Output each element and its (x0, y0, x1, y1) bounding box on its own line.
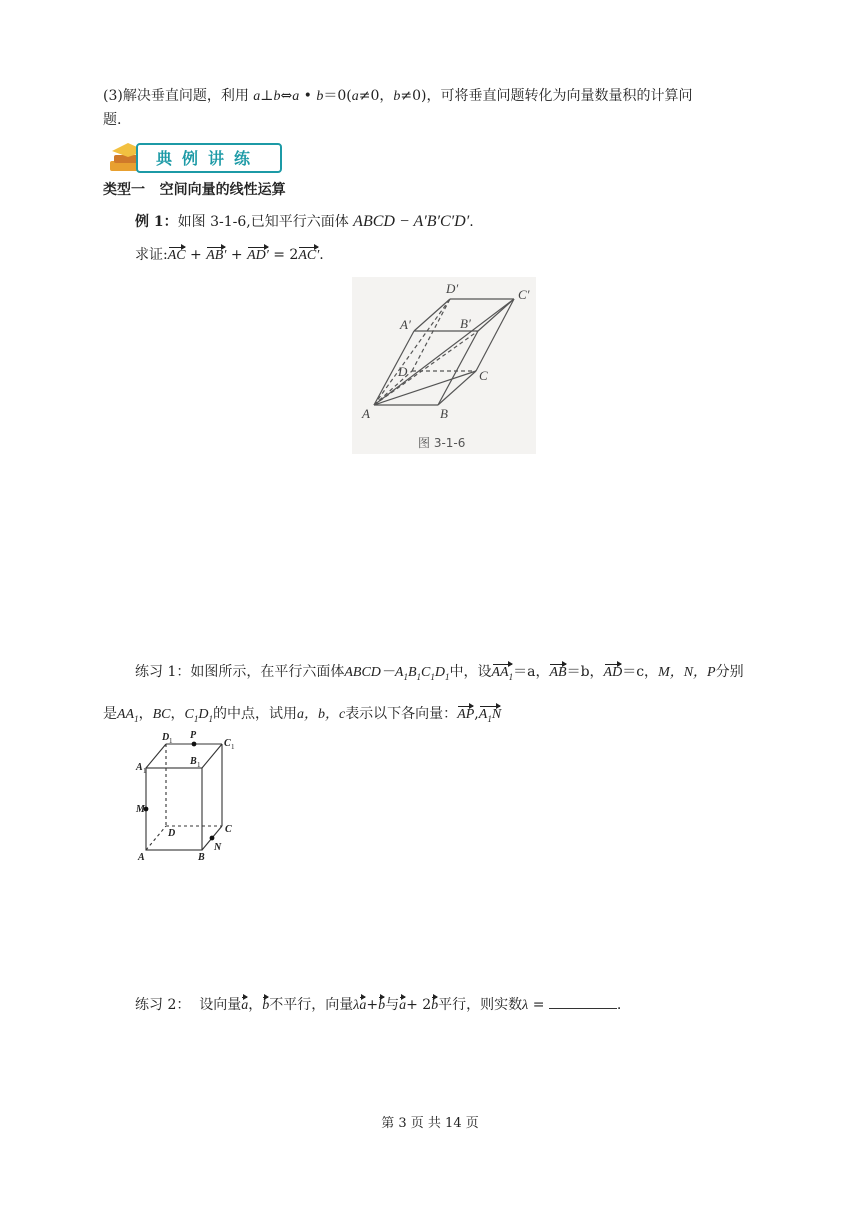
text: 的中点，试用 (212, 706, 297, 722)
text: ≠0， (358, 88, 394, 104)
label-M: M (136, 804, 145, 815)
vector-A1N (479, 705, 501, 729)
vector-text: AA (491, 665, 509, 680)
text: 平行，则实数 (438, 997, 523, 1013)
perp-symbol: ⊥ (260, 88, 274, 104)
label-D: D (168, 828, 176, 839)
practice-label: 练习 1： (135, 664, 191, 680)
practice1-figure (128, 728, 240, 864)
subscript-A1: 1 (143, 767, 147, 775)
iff-symbol: ⇔ (280, 88, 293, 104)
paragraph-3-line2: 题. (103, 112, 122, 128)
math-var: a (292, 89, 300, 104)
plus: + (185, 247, 207, 263)
box-diagram (128, 728, 240, 864)
segment: D (198, 707, 209, 722)
math-var: D (434, 665, 445, 680)
figure-caption: 图 3-1-6 (418, 436, 466, 450)
point-P (192, 742, 197, 747)
subscript: 1 (508, 671, 514, 682)
text: 中，设 (449, 664, 492, 680)
label-D1: D′ (446, 281, 459, 296)
practice2-line (135, 994, 621, 1016)
type1-heading (103, 180, 286, 200)
label-N: N (214, 842, 222, 853)
practice1-line2 (103, 704, 501, 729)
text: ＝0( (323, 88, 352, 104)
label-A1: A (136, 762, 143, 773)
dot-symbol: • (299, 88, 317, 104)
solid-name: ABCD − A′B′C′D′ (353, 213, 470, 230)
vector-text: A (478, 707, 488, 722)
text: , (474, 706, 479, 722)
text: 如图 3-1-6,已知平行六面体 (177, 214, 349, 230)
subscript-C1: 1 (231, 743, 235, 751)
text: . (469, 214, 474, 230)
label-P: P (190, 730, 197, 741)
subscript: 1 (487, 713, 492, 724)
equals: = (528, 997, 549, 1013)
figure-3-1-6 (352, 277, 536, 454)
label-C: C (479, 368, 488, 383)
vector-AP: AP (457, 705, 474, 725)
text: 是 (103, 706, 117, 722)
type-label: 类型一 (103, 182, 145, 198)
subscript: 1 (403, 671, 408, 682)
segment: AA (117, 707, 135, 722)
subscript-D1: 1 (169, 737, 173, 745)
math-var: b (273, 89, 281, 104)
vector-AB1: AB′ (206, 246, 226, 266)
lambda: λ (522, 998, 529, 1013)
banner-title: 典例讲练 (156, 149, 261, 168)
text: 不平行，向量 (269, 997, 354, 1013)
vector-AD: AD (604, 663, 623, 683)
text: ＝c， (622, 664, 659, 680)
label-B1: B′ (460, 316, 471, 331)
subscript: 1 (445, 671, 450, 682)
lambda: λ (353, 998, 360, 1013)
vector-b: b (262, 996, 269, 1016)
text: (3)解决垂直问题，利用 (103, 88, 249, 104)
vector-a: a (399, 996, 406, 1016)
vector-a: a (241, 996, 248, 1016)
vector-a: a (359, 996, 366, 1016)
subscript: 1 (208, 713, 213, 724)
equals: = 2 (268, 247, 299, 263)
text: ，可将垂直问题转化为向量数量积的计算问 (426, 88, 693, 104)
text: 分别 (715, 664, 744, 680)
math-var: a (351, 89, 359, 104)
subscript: 1 (416, 671, 422, 682)
text: ， (248, 997, 263, 1013)
text: 如图所示，在平行六面体 (190, 664, 345, 680)
text: ＝b， (566, 664, 604, 680)
math-var: b (316, 89, 324, 104)
vector-AC: AC (168, 246, 186, 266)
label-B1: B (190, 756, 197, 767)
vector-AD1: AD′ (247, 246, 269, 266)
points: M，N，P (658, 665, 716, 680)
text: ， (138, 706, 153, 722)
segment: BC (152, 707, 171, 722)
label-D: D (398, 364, 408, 379)
example-label: 例 1： (135, 214, 178, 230)
text: ≠0) (400, 88, 427, 104)
page-footer: 第 3 页 共 14 页 (381, 1116, 479, 1131)
label-A: A (362, 406, 370, 421)
label-A: A (138, 852, 145, 863)
text: ， (170, 706, 185, 722)
label-C1: C (224, 738, 231, 749)
practice-label: 练习 2： (135, 997, 191, 1013)
prove-label: 求证: (135, 247, 168, 263)
parallelepiped-diagram (352, 277, 536, 454)
text: 设向量 (199, 997, 242, 1013)
vector-AB: AB (549, 663, 566, 683)
vector-b: b (378, 996, 385, 1016)
segment: C (184, 707, 194, 722)
label-C: C (225, 824, 232, 835)
paragraph-3-line1 (103, 86, 693, 107)
text: ＝a， (513, 664, 550, 680)
vector-AA1 (492, 663, 514, 687)
type-title: 空间向量的线性运算 (159, 182, 286, 198)
example1-statement (135, 212, 474, 232)
text: 与 (385, 997, 400, 1013)
subscript: 1 (134, 713, 139, 724)
math-var: b (393, 89, 401, 104)
subscript: 1 (430, 671, 435, 682)
text: . (319, 247, 324, 263)
example1-prove (135, 245, 324, 266)
section-banner (106, 141, 282, 173)
text: . (616, 997, 622, 1013)
plus: + 2 (406, 997, 432, 1013)
text: 表示以下各向量： (345, 706, 458, 722)
label-D1: D (162, 732, 170, 743)
vector-text: N (491, 707, 502, 722)
point-N (210, 836, 215, 841)
math-var: C (421, 665, 431, 680)
subscript-B1: 1 (197, 761, 201, 769)
label-C1: C′ (518, 287, 530, 302)
practice1-line1 (135, 662, 744, 687)
solid-name: ABCD－A (344, 665, 404, 680)
label-A1: A′ (400, 317, 411, 332)
math-var: a (253, 89, 261, 104)
vector-AC1: AC′ (298, 246, 319, 266)
label-B: B (440, 406, 448, 421)
label-B: B (198, 852, 205, 863)
plus: + (226, 247, 248, 263)
math-vars: a，b，c (296, 707, 346, 722)
math-var: B (407, 665, 417, 680)
plus: + (366, 997, 379, 1013)
answer-blank[interactable] (549, 994, 617, 1009)
subscript: 1 (193, 713, 199, 724)
vector-b: b (431, 996, 438, 1016)
